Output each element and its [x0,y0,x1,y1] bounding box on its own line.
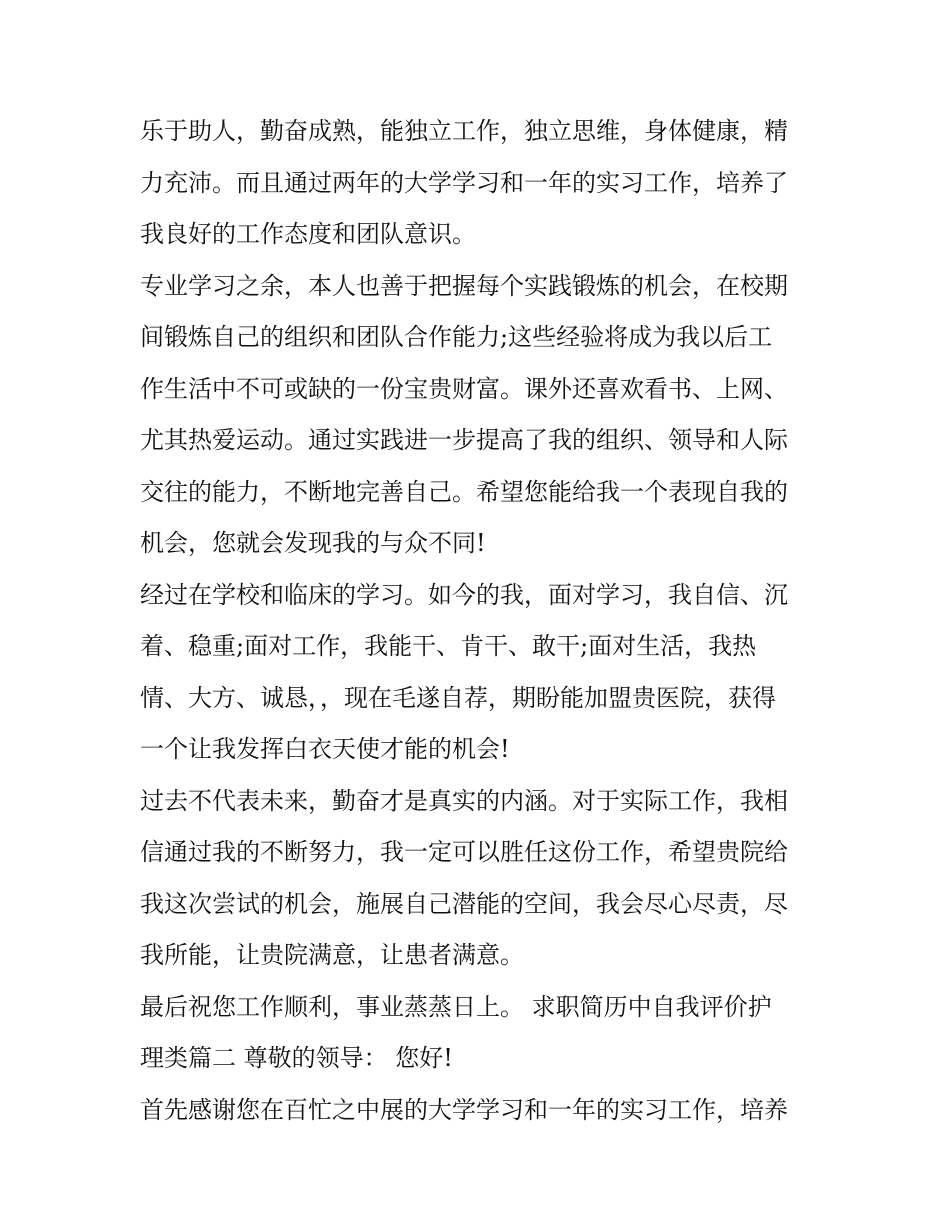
text-line: 着、稳重;面对工作，我能干、肯干、敢干;面对生活，我热 [140,632,757,660]
text-line: 间锻炼自己的组织和团队合作能力;这些经验将成为我以后工 [140,323,773,351]
text-line: 首先感谢您在百忙之中展的大学学习和一年的实习工作，培养 [140,1095,788,1124]
text-line: 我这次尝试的机会，施展自己潜能的空间，我会尽心尽责，尽 [140,889,788,918]
text-line: 专业学习之余，本人也善于把握每个实践锻炼的机会，在校期 [140,271,788,300]
text-line: 机会，您就会发现我的与众不同! [140,529,486,557]
text-line: 尤其热爱运动。通过实践进一步提高了我的组织、领导和人际 [140,426,788,454]
text-line: 过去不代表未来，勤奋才是真实的内涵。对于实际工作，我相 [140,786,788,815]
text-line: 理类篇二 尊敬的领导： 您好! [140,1044,453,1072]
text-line: 一个让我发挥白衣天使才能的机会! [140,735,510,763]
text-line: 我所能，让贵院满意，让患者满意。 [140,941,524,969]
text-line: 作生活中不可或缺的一份宝贵财富。课外还喜欢看书、上网、 [140,374,788,403]
text-line: 我良好的工作态度和团队意识。 [140,220,476,248]
text-line: 情、大方、诚恳，，现在毛遂自荐，期盼能加盟贵医院，获得 [140,683,776,712]
text-line: 经过在学校和临床的学习。如今的我，面对学习，我自信、沉 [140,580,788,609]
text-line: 交往的能力，不断地完善自己。希望您能给我一个表现自我的 [140,477,788,506]
text-line: 信通过我的不断努力，我一定可以胜任这份工作，希望贵院给 [140,838,788,866]
text-line: 乐于助人，勤奋成熟，能独立工作，独立思维，身体健康，精 [140,117,788,145]
document-body [140,106,830,1136]
text-line: 力充沛。而且通过两年的大学学习和一年的实习工作，培养了 [140,168,788,197]
text-line: 最后祝您工作顺利，事业蒸蒸日上。 求职简历中自我评价护 [140,992,772,1021]
